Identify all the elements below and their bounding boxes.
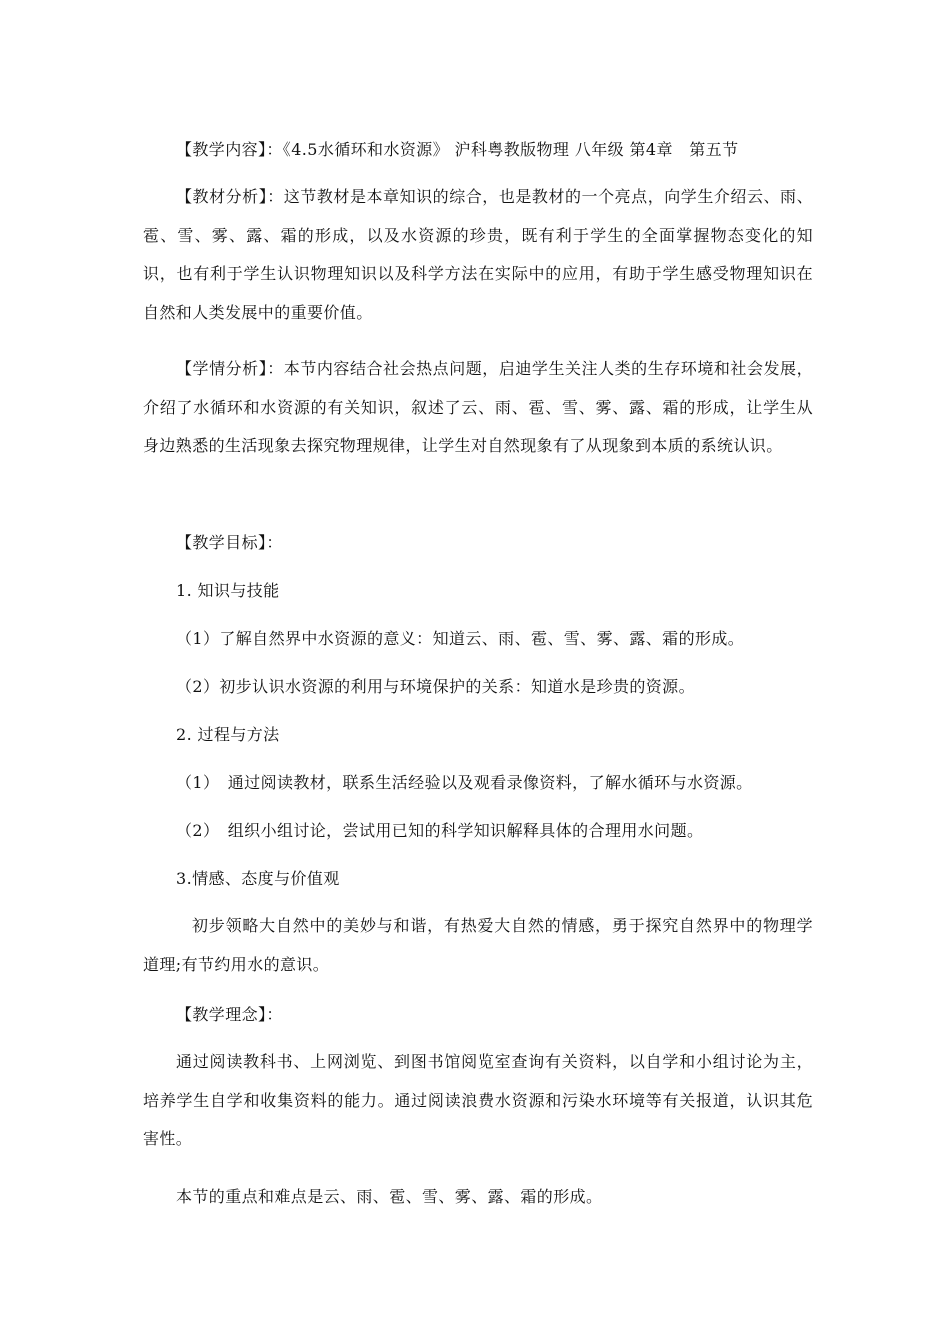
objective-2-title: 2. 过程与方法 xyxy=(176,725,280,744)
philosophy-paragraph: 通过阅读教科书、上网浏览、到图书馆阅览室查询有关资料，以自学和小组讨论为主，培养学生自学和收集资料的能力。通过阅读浪费水资源和污染水环境等有关报道，认识其危害性。 xyxy=(143,1052,813,1149)
objective-2-item-1: （1） 通过阅读教材，联系生活经验以及观看录像资料，了解水循环与水资源。 xyxy=(176,773,753,792)
learner-analysis-paragraph: 【学情分析】：本节内容结合社会热点问题，启迪学生关注人类的生存环境和社会发展，介绍了水循环和水资源的有关知识，叙述了云、雨、雹、雪、雾、露、霜的形成，让学生从身边熟悉的生活现象去探究物理规律，让学生对自然现象有了从现象到本质的系统认识。 xyxy=(143,359,813,456)
objective-1-item-1: （1）了解自然界中水资源的意义：知道云、雨、雹、雪、雾、露、霜的形成。 xyxy=(176,629,745,648)
objective-3-title: 3.情感、态度与价值观 xyxy=(176,869,340,888)
objective-1-item-2: （2）初步认识水资源的利用与环境保护的关系：知道水是珍贵的资源。 xyxy=(176,677,695,696)
textbook-analysis-paragraph: 【教材分析】：这节教材是本章知识的综合，也是教材的一个亮点，向学生介绍云、雨、雹、雪、雾、露、霜的形成，以及水资源的珍贵，既有利于学生的全面掌握物态变化的知识，也有利于学生认识物理知识以及科学方法在实际中的应用，有助于学生感受物理知识在自然和人类发展中的重要价值。 xyxy=(143,187,813,323)
philosophy-heading: 【教学理念】： xyxy=(176,1005,283,1024)
objectives-heading: 【教学目标】： xyxy=(176,533,283,552)
teaching-content-line: 【教学内容】：《4.5水循环和水资源》 沪科粤教版物理 八年级 第4章 第五节 xyxy=(176,140,739,159)
key-points-line: 本节的重点和难点是云、雨、雹、雪、雾、露、霜的形成。 xyxy=(176,1187,603,1206)
objective-1-title: 1. 知识与技能 xyxy=(176,581,280,600)
objective-2-item-2: （2） 组织小组讨论，尝试用已知的科学知识解释具体的合理用水问题。 xyxy=(176,821,704,840)
objective-3-paragraph: 初步领略大自然中的美妙与和谐，有热爱大自然的情感，勇于探究自然界中的物理学道理;有节约用水的意识。 xyxy=(143,916,813,974)
